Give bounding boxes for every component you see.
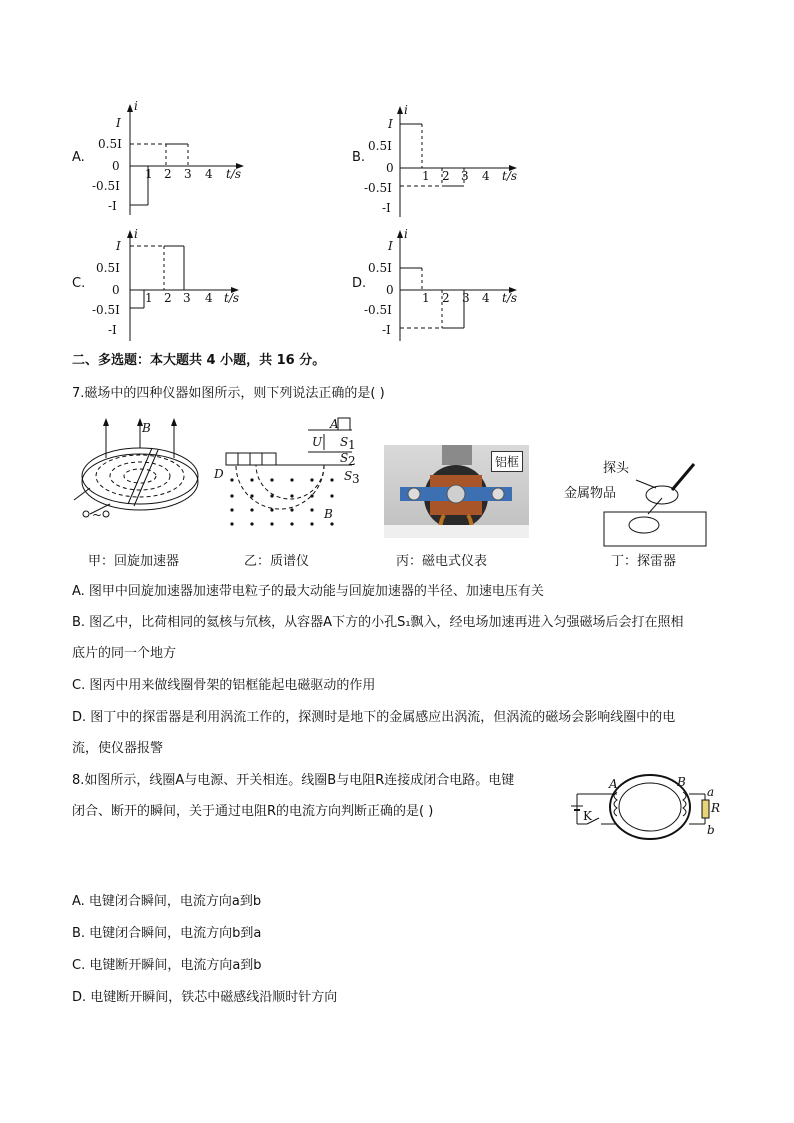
tick-y-I: I bbox=[116, 116, 121, 130]
label-S3: S bbox=[344, 469, 353, 483]
label-S2: S bbox=[340, 451, 349, 465]
tick-y-0: 0 bbox=[386, 161, 394, 175]
caption-yi: 乙：质谱仪 bbox=[244, 554, 310, 569]
label-K: K bbox=[583, 809, 592, 823]
tick-x-3: 3 bbox=[462, 291, 470, 305]
axis-x-label: t/s bbox=[224, 291, 240, 305]
section-title: 二、多选题：本大题共 4 小题，共 16 分。 bbox=[72, 353, 326, 368]
tick-x-1: 1 bbox=[145, 291, 153, 305]
label-aluminum-frame: 铝框 bbox=[491, 451, 523, 472]
tick-y-I: I bbox=[116, 239, 121, 253]
svg-text:~: ~ bbox=[92, 508, 103, 522]
label-B: B bbox=[142, 421, 151, 435]
graph-option-c bbox=[90, 226, 260, 346]
tick-x-1: 1 bbox=[422, 291, 430, 305]
tick-y-I: I bbox=[388, 239, 393, 253]
q7-option-c: C. 图丙中用来做线圈骨架的铝框能起电磁驱动的作用 bbox=[72, 678, 376, 693]
tick-y-m05I: -0.5I bbox=[92, 303, 120, 317]
caption-jia: 甲：回旋加速器 bbox=[88, 554, 180, 569]
tick-y-mI: -I bbox=[108, 323, 117, 337]
tick-y-05I: 0.5I bbox=[98, 137, 122, 151]
tick-y-0: 0 bbox=[386, 283, 394, 297]
tick-y-mI: -I bbox=[382, 323, 391, 337]
label-coil-A: A bbox=[609, 777, 618, 791]
q7-option-d-cont: 流，使仪器报警 bbox=[72, 741, 164, 756]
option-letter-c: C. bbox=[72, 276, 86, 291]
tick-x-2: 2 bbox=[164, 167, 172, 181]
q8-option-d: D. 电键断开瞬间，铁芯中磁感线沿顺时针方向 bbox=[72, 990, 338, 1005]
axis-x-label: t/s bbox=[502, 169, 518, 183]
tick-y-I: I bbox=[388, 117, 393, 131]
option-letter-a: A. bbox=[72, 150, 85, 165]
figure-meter-photo bbox=[384, 445, 529, 538]
label-U: U bbox=[312, 435, 323, 449]
tick-x-4: 4 bbox=[482, 169, 490, 183]
label-D: D bbox=[214, 467, 224, 481]
label-B: B bbox=[324, 507, 333, 521]
tick-y-mI: -I bbox=[108, 199, 117, 213]
tick-x-3: 3 bbox=[184, 167, 192, 181]
label-a: a bbox=[707, 785, 715, 799]
tick-y-0: 0 bbox=[112, 283, 120, 297]
q7-option-b-cont: 底片的同一个地方 bbox=[72, 646, 177, 661]
q8-stem-line2: 闭合、断开的瞬间，关于通过电阻R的电流方向判断正确的是( ) bbox=[72, 804, 434, 819]
q8-option-c: C. 电键断开瞬间，电流方向a到b bbox=[72, 958, 262, 973]
figure-coils-circuit bbox=[565, 770, 725, 846]
label-S1: S bbox=[340, 435, 349, 449]
tick-y-m05I: -0.5I bbox=[364, 181, 392, 195]
axis-y-label: i bbox=[404, 103, 408, 117]
figure-mass-spectrometer bbox=[212, 410, 362, 530]
graph-option-b bbox=[364, 102, 538, 222]
axis-y-label: i bbox=[134, 99, 138, 113]
option-letter-b: B. bbox=[352, 150, 366, 165]
axis-y-label: i bbox=[134, 227, 138, 241]
tick-y-05I: 0.5I bbox=[368, 139, 392, 153]
q7-option-d: D. 图丁中的探雷器是利用涡流工作的，探测时是地下的金属感应出涡流，但涡流的磁场会影响线圈中的电 bbox=[72, 710, 676, 725]
q7-stem: 7.磁场中的四种仪器如图所示，则下列说法正确的是( ) bbox=[72, 386, 385, 401]
label-coil-B: B bbox=[677, 775, 686, 789]
tick-x-3: 3 bbox=[183, 291, 191, 305]
tick-x-4: 4 bbox=[205, 167, 213, 181]
graph-option-a bbox=[90, 100, 260, 220]
tick-y-m05I: -0.5I bbox=[364, 303, 392, 317]
axis-x-label: t/s bbox=[502, 291, 518, 305]
sub-1: 1 bbox=[348, 438, 356, 452]
caption-ding: 丁：探雷器 bbox=[611, 554, 677, 569]
axis-x-label: t/s bbox=[226, 167, 242, 181]
q8-stem-line1: 8.如图所示，线圈A与电源、开关相连。线圈B与电阻R连接成闭合电路。电键 bbox=[72, 773, 515, 788]
tick-y-mI: -I bbox=[382, 201, 391, 215]
label-R: R bbox=[711, 801, 721, 815]
q8-option-b: B. 电键闭合瞬间，电流方向b到a bbox=[72, 926, 262, 941]
tick-y-0: 0 bbox=[112, 159, 120, 173]
tick-y-05I: 0.5I bbox=[96, 261, 120, 275]
q8-option-a: A. 电键闭合瞬间，电流方向a到b bbox=[72, 894, 262, 909]
graph-option-d bbox=[364, 226, 538, 346]
tick-x-2: 2 bbox=[442, 291, 450, 305]
option-letter-d: D. bbox=[352, 276, 367, 291]
label-metal-object: 金属物品 bbox=[564, 486, 617, 501]
label-b: b bbox=[707, 823, 715, 837]
axis-y-label: i bbox=[404, 227, 408, 241]
tick-y-05I: 0.5I bbox=[368, 261, 392, 275]
tick-x-2: 2 bbox=[442, 169, 450, 183]
tick-x-2: 2 bbox=[164, 291, 172, 305]
figure-cyclotron bbox=[70, 418, 210, 528]
q7-option-a: A. 图甲中回旋加速器加速带电粒子的最大动能与回旋加速器的半径、加速电压有关 bbox=[72, 584, 544, 599]
tick-x-1: 1 bbox=[422, 169, 430, 183]
sub-3: 3 bbox=[352, 472, 360, 486]
label-probe: 探头 bbox=[603, 461, 630, 476]
caption-bing: 丙：磁电式仪表 bbox=[396, 554, 488, 569]
sub-2: 2 bbox=[348, 454, 356, 468]
tick-x-4: 4 bbox=[482, 291, 490, 305]
label-A: A bbox=[330, 417, 339, 431]
tick-x-1: 1 bbox=[145, 167, 153, 181]
tick-y-m05I: -0.5I bbox=[92, 179, 120, 193]
q7-option-b: B. 图乙中，比荷相同的氦核与氘核，从容器A下方的小孔S₁飘入，经电场加速再进入匀强磁场后会打在照相 bbox=[72, 615, 684, 630]
tick-x-4: 4 bbox=[205, 291, 213, 305]
tick-x-3: 3 bbox=[461, 169, 469, 183]
